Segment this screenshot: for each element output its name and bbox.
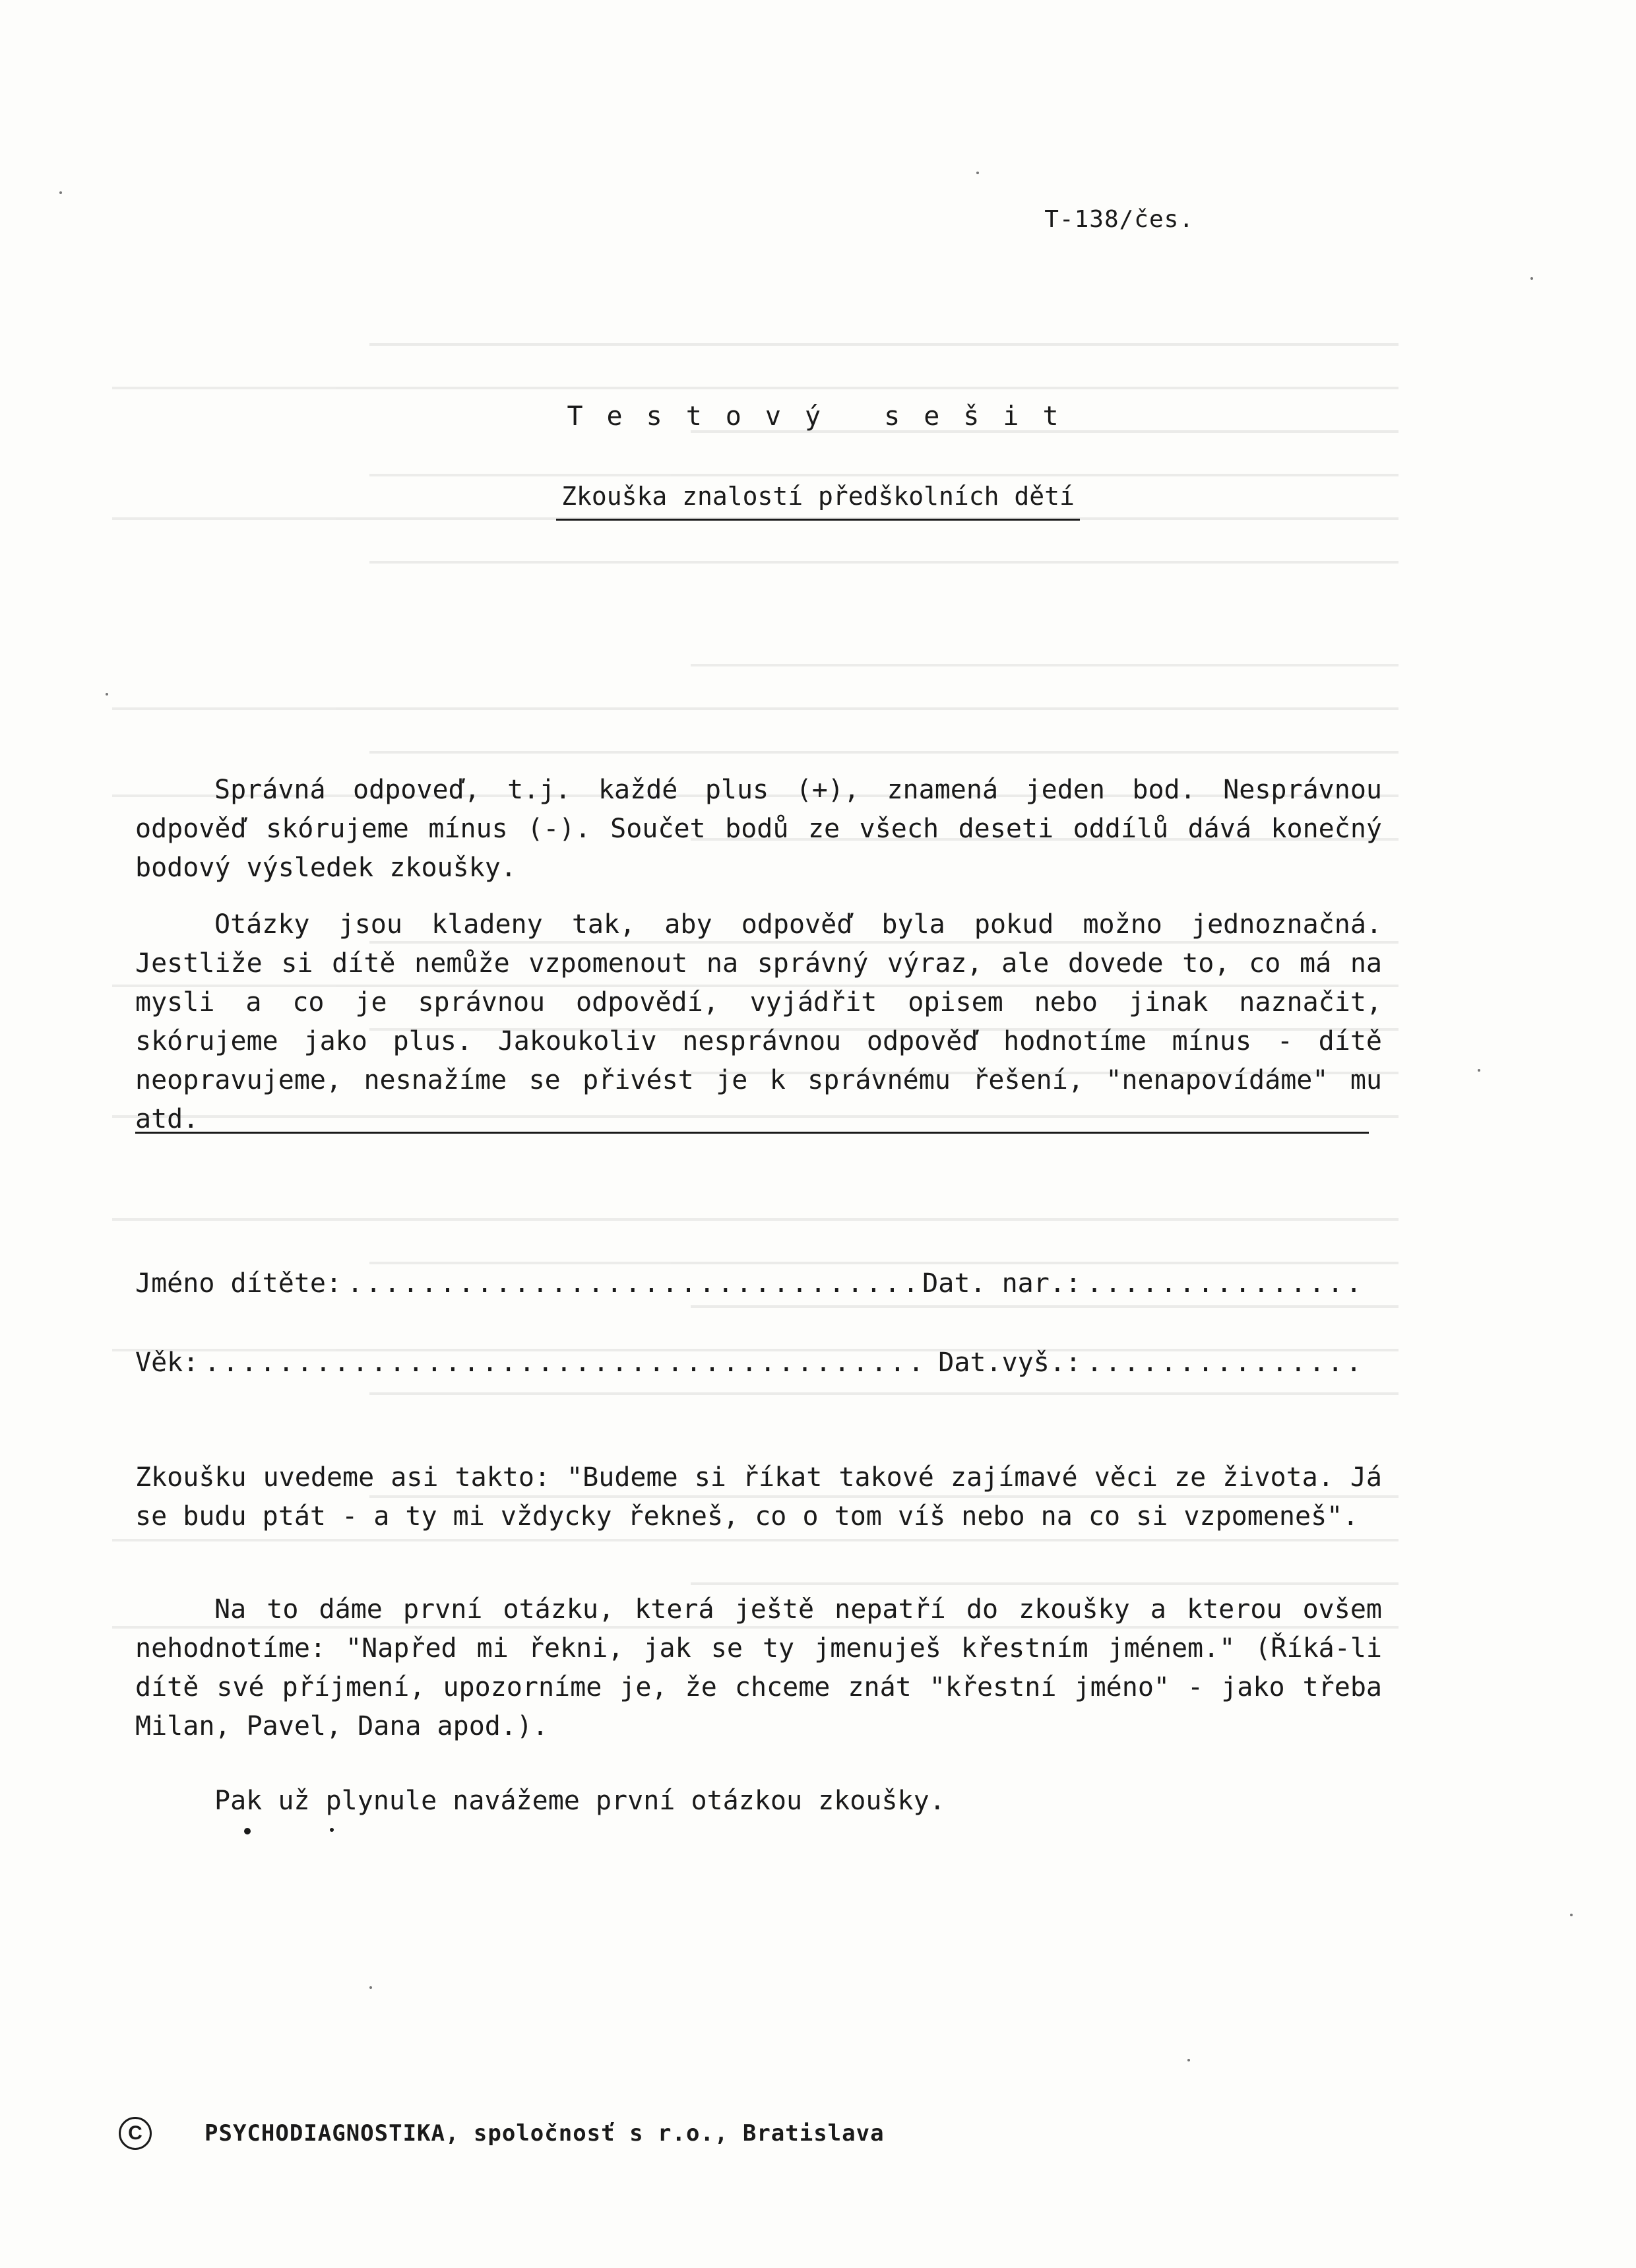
questions-paragraph: Otázky jsou kladeny tak, aby odpověď byla pokud možno jednoznačná. Jestliže si dítě nemůže vzpomenout na správný výraz, ale dovede to, co má na mysli a co je správnou odpovědí, vyjádřit opisem nebo jinak naznačit, skórujeme jako plus. Jakoukoliv nesprávnou odpověď hodnotíme mínus - dítě neopravujeme, nesnažíme se přivést je k správnému řešení, "nenapovídáme" mu atd. [135, 909, 1382, 1134]
age-exam-row [135, 1347, 1369, 1378]
section-divider [135, 1132, 1369, 1134]
document-title: Testový sešit [567, 401, 1083, 432]
first-question-paragraph: Na to dáme první otázku, která ještě nepatří do zkoušky a kterou ovšem nehodnotíme: "Napřed mi řekni, jak se ty jmenuješ křestním jménem." (Říká-li dítě své příjmení, upozorníme je, že chceme znát "křestní jméno" - jako třeba Milan, Pavel, Dana apod.). [135, 1594, 1382, 1741]
name-birth-row [135, 1268, 1369, 1299]
form-code: T-138/čes. [1044, 206, 1194, 233]
child-name-label: Jméno dítěte: [135, 1268, 342, 1299]
birth-date-field[interactable] [1086, 1268, 1364, 1299]
publisher-name: PSYCHODIAGNOSTIKA, spoločnosť s r.o., Bratislava [204, 2120, 885, 2147]
bleed-through-text [112, 343, 1399, 2158]
document-subtitle: Zkouška znalostí předškolních dětí [556, 482, 1080, 521]
publisher-footer [119, 2117, 885, 2150]
intro-paragraph: Zkoušku uvedeme asi takto: "Budeme si říkat takové zajímavé věci ze života. Já se budu ptát - a ty mi vždycky řekneš, co o tom víš nebo na co si vzpomeneš". [135, 1462, 1382, 1532]
copyright-icon: C [119, 2117, 152, 2150]
age-field[interactable] [204, 1347, 933, 1378]
birth-date-label: Dat. nar.: [922, 1268, 1081, 1299]
scoring-paragraph: Správná odpoveď, t.j. každé plus (+), znamená jeden bod. Nesprávnou odpověď skórujeme mínus (-). Součet bodů ze všech deseti oddílů dává konečný bodový výsledek zkoušky. [135, 775, 1382, 883]
age-label: Věk: [135, 1347, 199, 1378]
continue-paragraph: Pak už plynule navážeme první otázkou zkoušky. [214, 1786, 945, 1816]
exam-date-label: Dat.vyš.: [938, 1347, 1081, 1378]
exam-date-field[interactable] [1086, 1347, 1364, 1378]
child-name-field[interactable] [347, 1268, 917, 1299]
